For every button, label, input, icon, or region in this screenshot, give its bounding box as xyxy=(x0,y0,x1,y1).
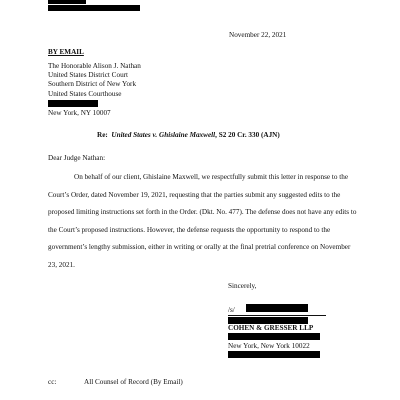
signature-underline xyxy=(228,315,326,316)
signature-redaction xyxy=(246,304,308,312)
recipient-line: The Honorable Alison J. Nathan xyxy=(48,62,141,70)
recipient-address xyxy=(48,62,141,99)
re-case-number: , S2 20 Cr. 330 (AJN) xyxy=(215,131,280,139)
signer-redaction xyxy=(228,317,308,324)
salutation: Dear Judge Nathan: xyxy=(48,154,106,162)
letterhead-redaction-top xyxy=(48,0,86,4)
re-case-title: United States v. Ghislaine Maxwell xyxy=(111,131,216,139)
firm-city: New York, New York 10022 xyxy=(228,342,310,350)
signature-prefix: /s/ xyxy=(228,306,235,314)
letter-date: November 22, 2021 xyxy=(229,31,287,39)
cc-label: cc: xyxy=(48,378,57,386)
re-label: Re: xyxy=(97,131,108,139)
closing: Sincerely, xyxy=(228,282,257,290)
cc-text: All Counsel of Record (By Email) xyxy=(84,378,183,386)
recipient-city: New York, NY 10007 xyxy=(48,109,111,117)
signature-line xyxy=(228,306,235,315)
recipient-line: United States District Court xyxy=(48,71,129,80)
cc-line xyxy=(48,378,183,387)
delivery-method: BY EMAIL xyxy=(48,48,84,56)
recipient-line: Southern District of New York xyxy=(48,80,137,89)
firm-address-redaction xyxy=(228,333,320,340)
firm-contact-redaction xyxy=(228,351,320,358)
letterhead-redaction-bottom xyxy=(48,5,140,11)
recipient-redaction xyxy=(48,100,98,107)
recipient-line: United States Courthouse xyxy=(48,89,122,98)
re-line xyxy=(97,131,280,140)
firm-name: COHEN & GRESSER LLP xyxy=(228,324,314,332)
body-paragraph: On behalf of our client, Ghislaine Maxwell, we respectfully submit this letter in response to the Court’s Order, dated November 19, 2021, requesting that the parties submit any suggested edits to the proposed limiting instructions set forth in the Order. (Dkt. No. 477). The defense does not have any edits to the Court’s proposed instructions. However, the defense requests the opportunity to respond to the government’s lengthy submission, either in writing or orally at the final pretrial conference on November 23, 2021. xyxy=(48,173,357,269)
